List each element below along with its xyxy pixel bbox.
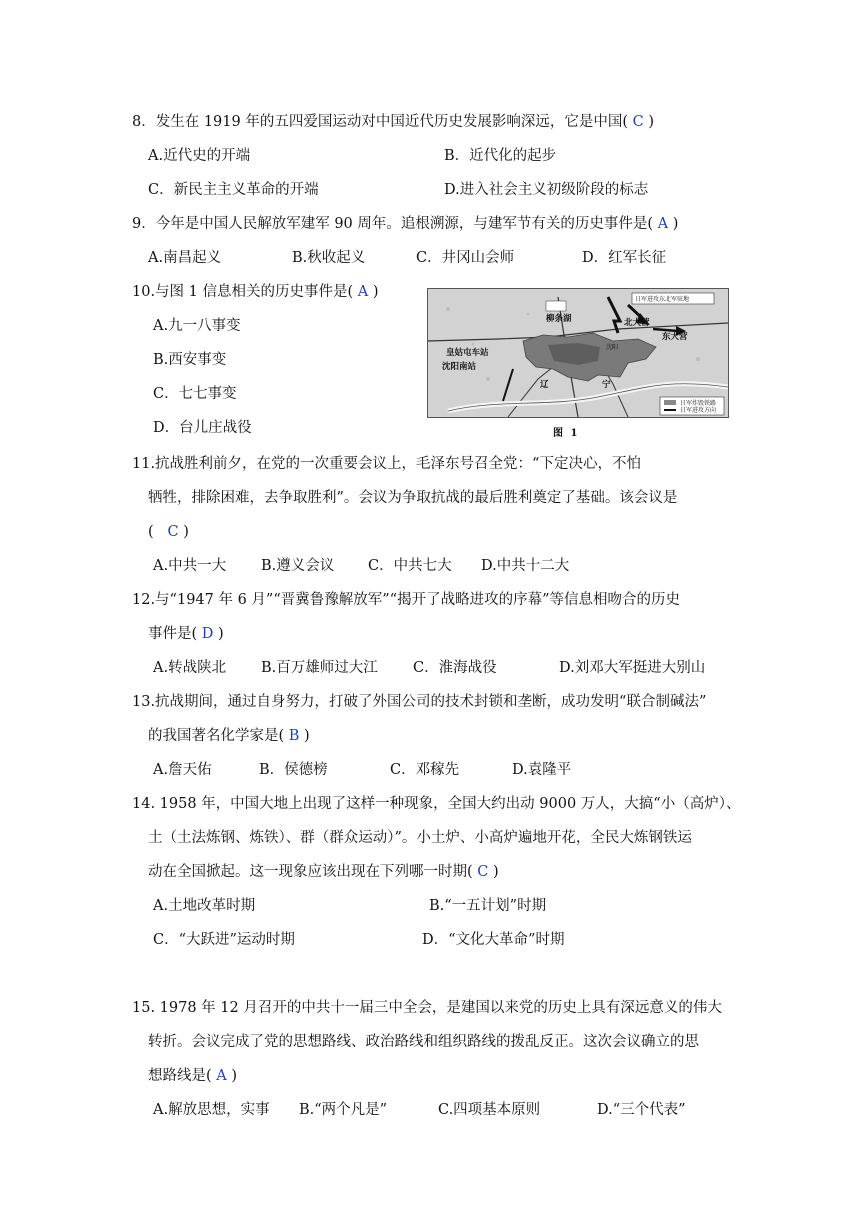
q12-option-c: C．淮海战役 <box>413 660 497 676</box>
q13-paren-close: ) <box>304 728 310 744</box>
q14-line2: 土（土法炼钢、炼铁）、群（群众运动）”。小土炉、小高炉遍地开花，全民大炼钢铁运 <box>148 830 692 846</box>
q12-paren-close: ) <box>218 626 224 642</box>
q8-answer: C <box>632 114 644 130</box>
figure-1-caption: 图 1 <box>553 428 580 439</box>
q8-option-b: B．近代化的起步 <box>444 148 557 164</box>
q12-answer: D <box>201 626 214 642</box>
map-svg <box>428 289 728 417</box>
q9-option-a: A.南昌起义 <box>148 250 222 266</box>
q12-option-b: B.百万雄师过大江 <box>261 660 378 676</box>
q14-line3 <box>148 862 499 882</box>
q13-option-b: B．侯德榜 <box>259 762 328 778</box>
label-beidaying: 北大营 <box>624 318 650 328</box>
q10-answer: A <box>357 284 369 300</box>
q12-stem-text: 事件是( <box>148 626 198 642</box>
q10-option-b: B.西安事变 <box>153 352 227 368</box>
q13-answer: B <box>288 728 300 744</box>
q14-paren-close: ) <box>492 864 499 880</box>
q11-line2: 牺牲，排除困难，去争取胜利”。会议为争取抗战的最后胜利奠定了基础。该会议是 <box>148 490 678 506</box>
q8-option-d: D.进入社会主义初级阶段的标志 <box>444 182 649 198</box>
q12-line2 <box>148 624 224 644</box>
q9-option-b: B.秋收起义 <box>292 250 366 266</box>
q9-paren-close: ) <box>672 216 679 232</box>
q12-line1: 12.与“1947 年 6 月”“晋冀鲁豫解放军”“揭开了战略进攻的序幕”等信息相吻合的历史 <box>132 592 680 608</box>
q8-option-a: A.近代史的开端 <box>148 148 251 164</box>
q8-option-c: C．新民主主义革命的开端 <box>148 182 319 198</box>
q10-paren-close: ) <box>372 284 379 300</box>
q9-option-d: D．红军长征 <box>582 250 667 266</box>
q11-line1: 11.抗战胜利前夕，在党的一次重要会议上，毛泽东号召全党：“下定决心，不怕 <box>132 456 641 472</box>
q15-paren-close: ) <box>231 1068 238 1084</box>
q11-option-a: A.中共一大 <box>153 558 227 574</box>
q13-line1: 13.抗战期间，通过自身努力，打破了外国公司的技术封锁和垄断，成功发明“联合制碱法” <box>132 694 707 710</box>
q8-stem <box>132 112 654 132</box>
q8-stem-text: 8．发生在 1919 年的五四爱国运动对中国近代历史发展影响深远，它是中国( <box>132 114 628 130</box>
q14-answer: C <box>477 864 489 880</box>
q13-option-a: A.詹天佑 <box>153 762 212 778</box>
q11-answer: C <box>167 524 179 540</box>
label-liutiaohu: 柳条湖 <box>546 314 572 324</box>
q9-stem-text: 9．今年是中国人民解放军建军 90 周年。追根溯源，与建军节有关的历史事件是( <box>132 216 654 232</box>
figure-1-map <box>427 288 729 418</box>
q14-option-a: A.土地改革时期 <box>153 898 256 914</box>
q15-answer: A <box>216 1068 227 1084</box>
q13-option-c: C．邓稼先 <box>390 762 460 778</box>
q12-option-a: A.转战陕北 <box>153 660 227 676</box>
q11-paren-close: ) <box>183 524 189 540</box>
q9-stem <box>132 214 678 234</box>
legend-swatch-1 <box>664 400 676 405</box>
q12-option-d: D.刘邓大军挺进大别山 <box>559 660 706 676</box>
q11-option-d: D.中共十二大 <box>481 558 570 574</box>
q13-option-d: D.袁隆平 <box>512 762 572 778</box>
q9-option-c: C．井冈山会师 <box>416 250 515 266</box>
label-shenyang-city: 沈阳 <box>606 344 619 351</box>
label-ning: 宁 <box>602 380 611 390</box>
q15-stem-text: 想路线是( <box>148 1068 212 1084</box>
q11-option-c: C．中共七大 <box>368 558 452 574</box>
q14-option-d: D．“文化大革命”时期 <box>422 932 565 948</box>
label-liao: 辽 <box>540 380 549 390</box>
q15-option-b: B.“两个凡是” <box>299 1102 388 1118</box>
q15-option-c: C.四项基本原则 <box>438 1102 541 1118</box>
label-dongdaying: 东大营 <box>662 332 688 342</box>
q14-option-b: B.“一五计划”时期 <box>429 898 547 914</box>
q15-line3 <box>148 1066 237 1086</box>
q15-option-d: D.“三个代表” <box>597 1102 686 1118</box>
q10-option-d: D．台儿庄战役 <box>153 420 252 436</box>
q10-option-a: A.九一八事变 <box>153 318 241 334</box>
q11-option-b: B.遵义会议 <box>261 558 335 574</box>
q14-line1: 14. 1958 年，中国大地上出现了这样一种现象，全国大约出动 9000 万人，大搞“小（高炉）、 <box>132 796 741 812</box>
q10-stem-text: 10.与图 1 信息相关的历史事件是( <box>132 284 354 300</box>
legend-item-1: 日军炸毁铁路 <box>680 400 717 407</box>
label-huanggutun: 皇姑屯车站 <box>446 348 489 358</box>
q9-answer: A <box>657 216 669 232</box>
q11-paren-open: ( <box>148 524 154 540</box>
q13-line2 <box>148 726 310 746</box>
q11-line3 <box>148 522 189 542</box>
q10-option-c: C．七七事变 <box>153 386 237 402</box>
q8-paren-close: ) <box>648 114 654 130</box>
legend-title: 日军进攻东北军驻地 <box>635 296 690 303</box>
label-shenyangnan: 沈阳南站 <box>442 362 477 372</box>
q10-stem <box>132 282 379 302</box>
q14-stem-text: 动在全国掀起。这一现象应该出现在下列哪一时期( <box>148 864 473 880</box>
legend-item-2: 日军进攻方向 <box>680 407 717 414</box>
q15-option-a: A.解放思想，实事 <box>153 1102 270 1118</box>
q13-stem-text: 的我国著名化学家是( <box>148 728 285 744</box>
q15-line2: 转折。会议完成了党的思想路线、政治路线和组织路线的拨乱反正。这次会议确立的思 <box>148 1034 699 1050</box>
q14-option-c: C．“大跃进”运动时期 <box>153 932 295 948</box>
q15-line1: 15. 1978 年 12 月召开的中共十一届三中全会，是建国以来党的历史上具有深远意义的伟大 <box>132 1000 722 1016</box>
